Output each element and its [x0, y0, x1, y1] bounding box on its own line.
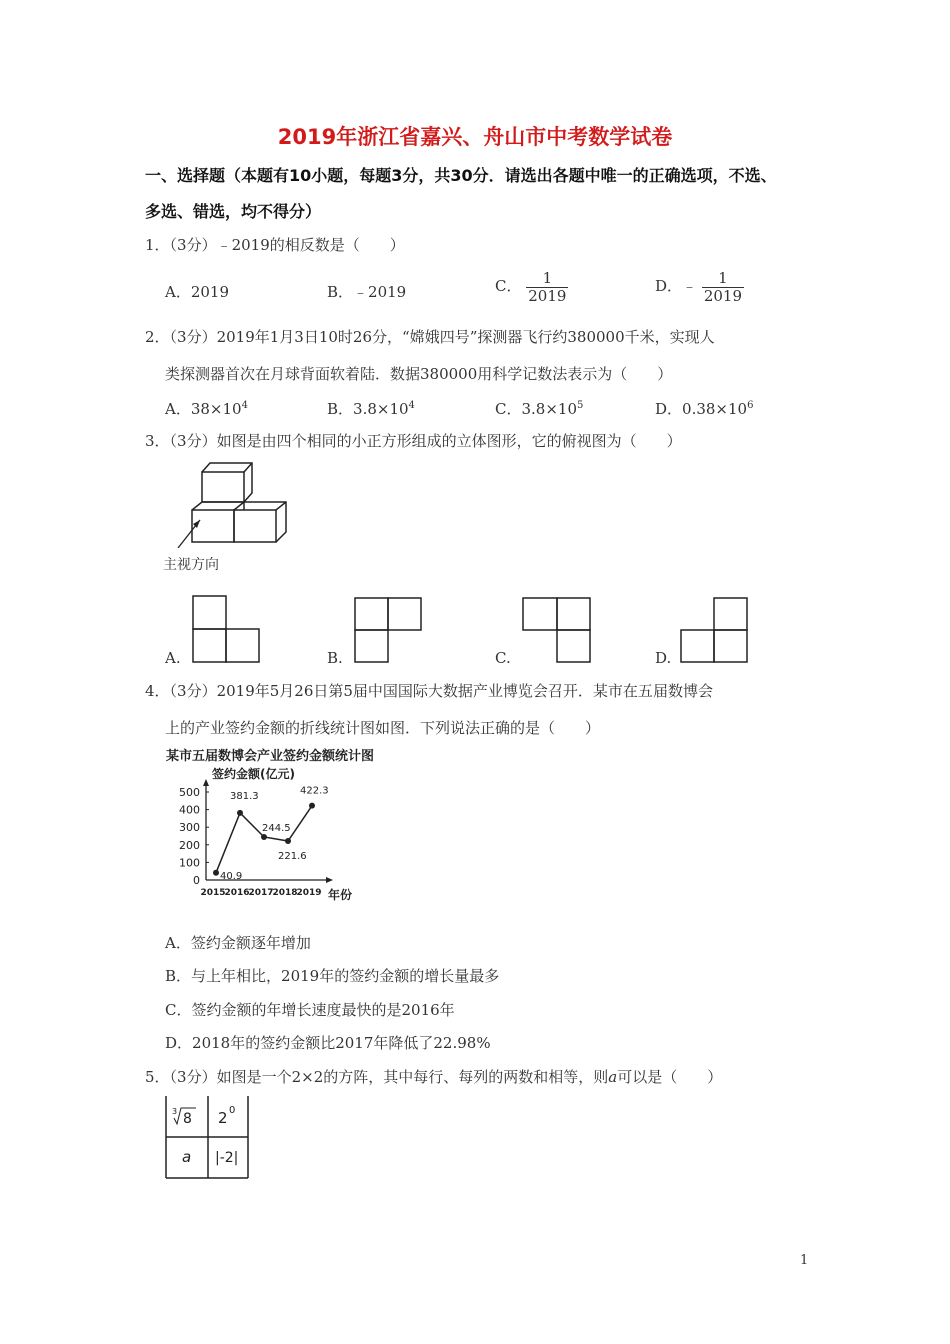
grid-square [226, 629, 259, 662]
grid-square [193, 629, 226, 662]
grid-square [355, 630, 388, 662]
q3-option-b-label: B. [327, 649, 343, 667]
q3-text: 3．（3分）如图是由四个相同的小正方形组成的立体图形，它的俯视图为（ ） [145, 432, 682, 450]
q3-option-b-figure [354, 597, 424, 667]
fraction-numerator: 1 [702, 270, 744, 288]
chart-title: 某市五届数博会产业签约金额统计图 [166, 749, 375, 764]
x-tick-label: 2015 [200, 888, 226, 898]
q1-option-c [495, 270, 568, 304]
q4-option-c: C．签约金额的年增长速度最快的是2016年 [165, 1001, 455, 1019]
q1-option-d [655, 270, 744, 304]
y-tick-label: 100 [179, 856, 200, 870]
q1-text: 1．（3分）﹣2019的相反数是（ ） [145, 236, 405, 254]
q3-direction-label: 主视方向 [163, 557, 219, 573]
power-base: 2 [218, 1109, 228, 1127]
q3-option-a-label: A. [165, 649, 181, 667]
q5-text-end: 可以是（ ） [617, 1068, 723, 1086]
q5-square-grid [164, 1096, 254, 1180]
q5-variable: a [608, 1068, 618, 1086]
q3-option-a-figure [192, 595, 262, 665]
option-exponent: 4 [241, 400, 248, 411]
data-point [237, 810, 243, 816]
grid-square [523, 598, 557, 630]
q2-option-d [655, 398, 753, 419]
power-exponent: 0 [229, 1105, 236, 1116]
y-axis-arrow-icon [203, 779, 209, 786]
cube-front-face [192, 510, 234, 542]
x-tick-label: 2018 [272, 888, 298, 898]
data-label: 40.9 [220, 870, 243, 882]
q1-option-a: A．2019 [165, 283, 230, 301]
y-tick-label: 200 [179, 838, 200, 852]
option-exponent: 6 [747, 400, 754, 411]
x-tick-label: 2017 [248, 888, 274, 898]
q2-option-b [327, 398, 415, 419]
q4-option-b: B．与上年相比，2019年的签约金额的增长量最多 [165, 967, 500, 985]
fraction-denominator: 2019 [703, 286, 742, 305]
section-heading-line2: 多选、错选，均不得分） [145, 202, 322, 221]
grid-square [714, 598, 747, 630]
page-number: 1 [800, 1253, 809, 1268]
cube-front-face [202, 472, 244, 502]
data-point [213, 870, 219, 876]
data-label: 221.6 [278, 850, 307, 862]
q5-text-start: 5．（3分）如图是一个2×2的方阵，其中每行、每列的两数和相等，则 [145, 1068, 609, 1086]
q1-option-c-fraction [526, 270, 568, 304]
data-label: 244.5 [262, 822, 291, 834]
data-label: 422.3 [300, 785, 329, 797]
q1-option-d-prefix: D．﹣ [655, 277, 698, 295]
cube-front-face [234, 510, 276, 542]
q3-option-d-label: D. [655, 649, 672, 667]
chart-xlabel: 年份 [328, 888, 353, 902]
q4-text-line2: 上的产业签约金额的折线统计图如图．下列说法正确的是（ ） [165, 719, 601, 737]
q1-option-d-fraction [702, 270, 744, 304]
q4-text-line1: 4．（3分）2019年5月26日第5届中国国际大数据产业博览会召开．某市在五届数博会 [145, 682, 713, 700]
cell-variable-a: a [182, 1148, 192, 1166]
grid-square [557, 598, 590, 630]
data-label: 381.3 [230, 790, 259, 802]
cube-edge [276, 502, 286, 510]
q1-option-b: B．﹣2019 [327, 283, 407, 301]
x-tick-label: 2016 [224, 888, 250, 898]
grid-square [193, 596, 226, 629]
grid-square [557, 630, 590, 662]
cell-absolute-value: |-2| [215, 1150, 239, 1166]
chart-ylabel: 签约金额(亿元) [212, 767, 295, 781]
option-base: A．38×10 [165, 400, 242, 418]
q5-text [145, 1066, 722, 1087]
grid-square [388, 598, 421, 630]
line-chart [160, 762, 380, 907]
data-point [285, 838, 291, 844]
fraction-denominator: 2019 [528, 286, 567, 305]
q2-option-a [165, 398, 248, 419]
q3-option-c-label: C. [495, 649, 511, 667]
x-tick-label: 2019 [296, 888, 322, 898]
data-point [309, 803, 315, 809]
cube-root-index: 3 [172, 1107, 178, 1116]
q4-option-a: A．签约金额逐年增加 [165, 934, 311, 952]
option-base: D．0.38×10 [655, 400, 748, 418]
cube-edge [234, 502, 244, 510]
q2-text-line2: 类探测器首次在月球背面软着陆．数据380000用科学记数法表示为（ ） [165, 365, 673, 383]
y-tick-label: 0 [193, 874, 200, 887]
y-tick-label: 500 [179, 786, 200, 799]
q2-text-line1: 2．（3分）2019年1月3日10时26分，“嫦娥四号”探测器飞行约380000千米，实现人 [145, 328, 715, 346]
q3-option-d-figure [680, 597, 750, 667]
option-base: C．3.8×10 [495, 400, 577, 418]
q2-option-c [495, 398, 583, 419]
q1-option-c-prefix: C． [495, 277, 522, 295]
x-axis-arrow-icon [326, 877, 333, 883]
option-exponent: 4 [408, 400, 415, 411]
page-title: 2019年浙江省嘉兴、舟山市中考数学试卷 [277, 125, 673, 149]
option-exponent: 5 [577, 400, 584, 411]
data-point [261, 834, 267, 840]
y-tick-label: 400 [179, 803, 200, 817]
grid-square [714, 630, 747, 662]
q3-option-c-figure [522, 597, 592, 667]
radicand: 8 [183, 1111, 192, 1127]
y-tick-label: 300 [179, 821, 200, 835]
cube-edge [244, 463, 252, 472]
grid-square [355, 598, 388, 630]
grid-square [681, 630, 714, 662]
q3-solid-figure [160, 458, 300, 548]
section-heading-line1: 一、选择题（本题有10小题，每题3分，共30分．请选出各题中唯一的正确选项，不选、 [145, 166, 777, 185]
option-base: B．3.8×10 [327, 400, 409, 418]
fraction-numerator: 1 [526, 270, 568, 288]
q4-option-d: D．2018年的签约金额比2017年降低了22.98% [165, 1034, 491, 1052]
